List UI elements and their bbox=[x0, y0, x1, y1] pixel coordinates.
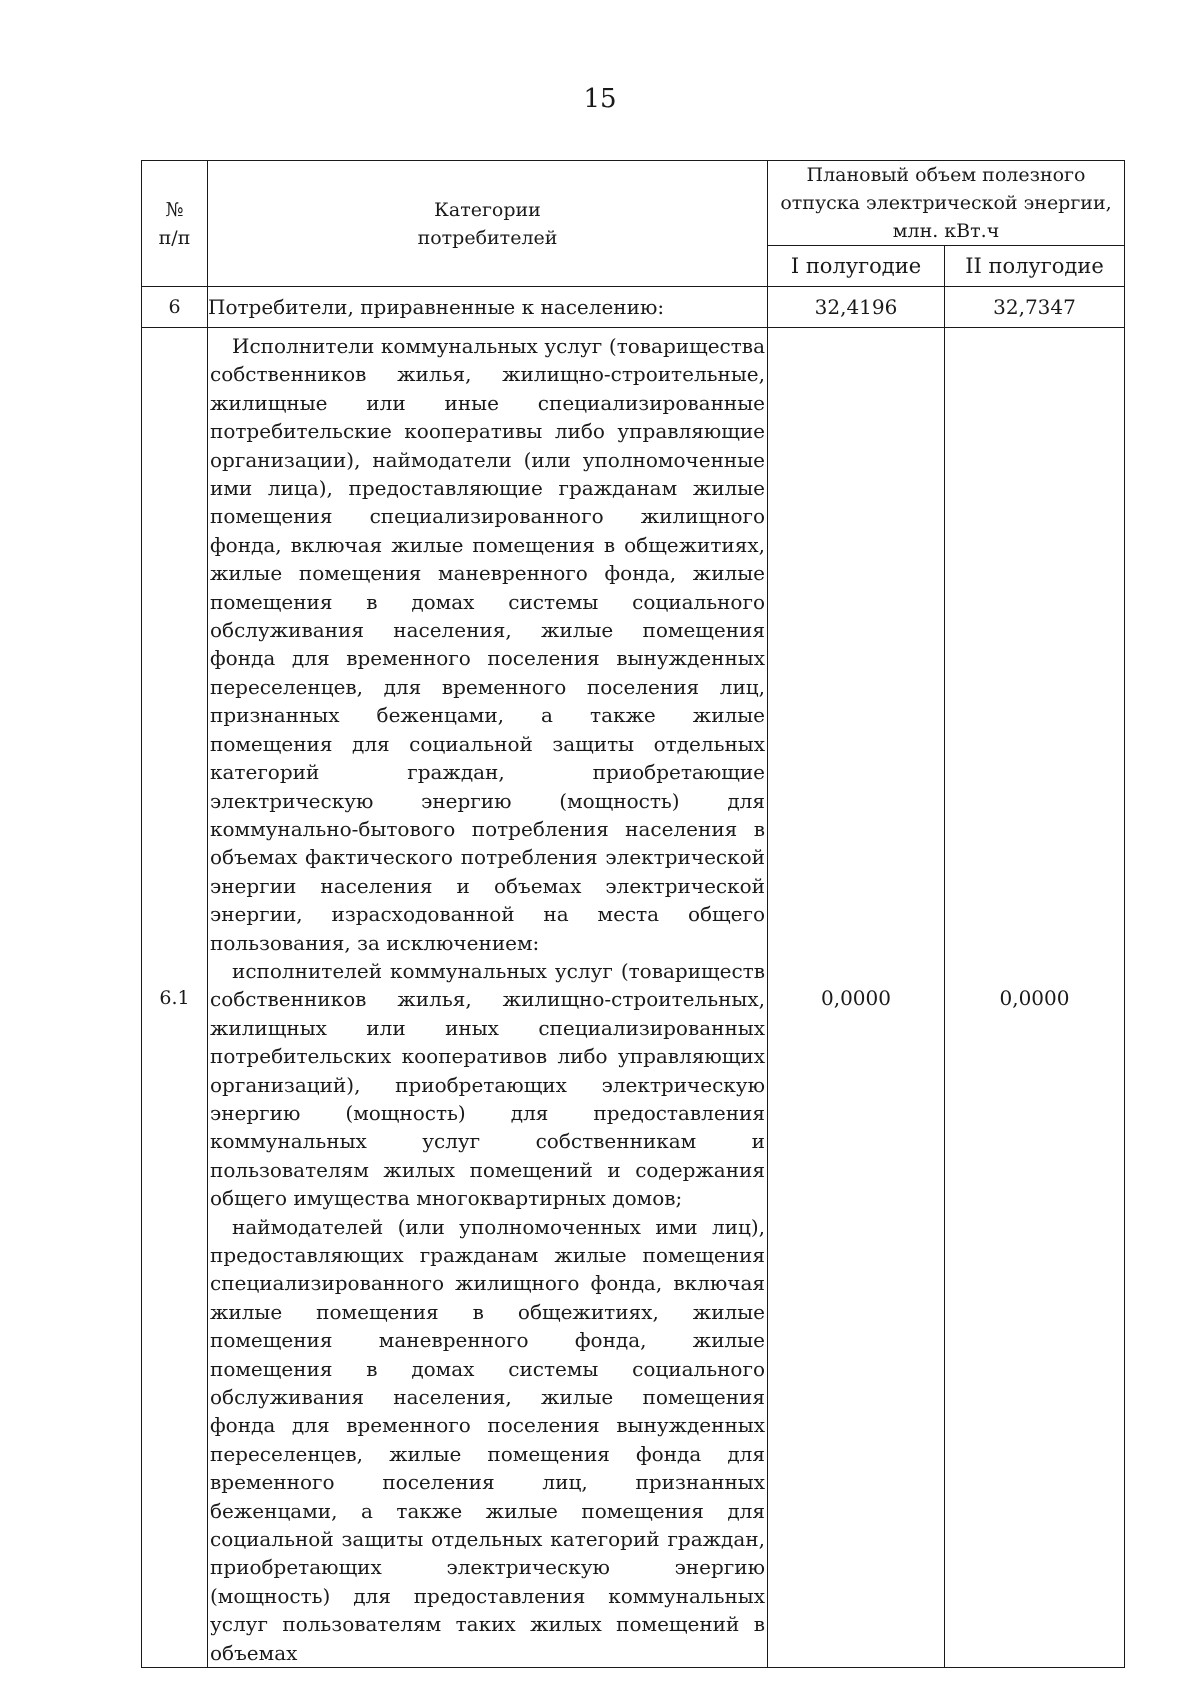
header-number-line2: п/п bbox=[158, 226, 191, 249]
header-number bbox=[142, 161, 208, 287]
header-volume-line2: отпуска электрической энергии, bbox=[780, 192, 1112, 214]
table-row bbox=[142, 287, 1125, 328]
table-header-row bbox=[142, 161, 1125, 246]
consumption-table bbox=[141, 160, 1125, 1668]
row-number: 6.1 bbox=[142, 328, 208, 1668]
header-half2: II полугодие bbox=[945, 246, 1125, 287]
header-volume bbox=[768, 161, 1125, 246]
category-paragraph: исполнителей коммунальных услуг (товариществ собственников жилья, жилищно-строительных, жилищных или иных специализированных потребительских кооперативов либо управляющих организаций), приобретающих электрическую энергию (мощность) для предоставления коммунальных услуг собственникам и пользователям жилых помещений и содержания общего имущества многоквартирных домов; bbox=[210, 958, 765, 1211]
header-half1: I полугодие bbox=[768, 246, 945, 287]
row-half1-value: 32,4196 bbox=[768, 287, 945, 328]
category-paragraph: наймодателей (или уполномоченных ими лиц), предоставляющих гражданам жилые помещения специализированного жилищного фонда, включая жилые помещения в общежитиях, жилые помещения маневренного фонда, жилые помещения в домах системы социального обслуживания населения, жилые помещения фонда для временного поселения вынужденных переселенцев, жилые помещения фонда для временного поселения лиц, признанных беженцами, а также жилые помещения для социальной защиты отдельных категорий граждан, приобретающих электрическую энергию (мощность) для предоставления коммунальных услуг пользователям таких жилых помещений в объемах bbox=[210, 1214, 765, 1665]
header-category-line2: потребителей bbox=[417, 226, 558, 249]
header-category bbox=[208, 161, 768, 287]
row-half2-value: 0,0000 bbox=[945, 328, 1125, 1668]
row-half2-value: 32,7347 bbox=[945, 287, 1125, 328]
row-category bbox=[208, 328, 768, 1668]
header-number-line1: № bbox=[165, 198, 184, 221]
header-category-line1: Категории bbox=[434, 198, 541, 221]
row-category: Потребители, приравненные к населению: bbox=[208, 287, 768, 328]
category-paragraph: Исполнители коммунальных услуг (товарищества собственников жилья, жилищно-строительные, жилищные или иные специализированные потребительские кооперативы либо управляющие организации), наймодатели (или уполномоченные ими лица), предоставляющие гражданам жилые помещения специализированного жилищного фонда, включая жилые помещения в общежитиях, жилые помещения маневренного фонда, жилые помещения в домах системы социального обслуживания населения, жилые помещения фонда для временного поселения вынужденных переселенцев, для временного поселения лиц, признанных беженцами, а также жилые помещения для социальной защиты отдельных категорий граждан, приобретающие электрическую энергию (мощность) для коммунально-бытового потребления населения в объемах фактического потребления электрической энергии населения и объемах электрической энергии, израсходованной на места общего пользования, за исключением: bbox=[210, 334, 765, 955]
row-number: 6 bbox=[142, 287, 208, 328]
page-number: 15 bbox=[583, 84, 617, 114]
row-half1-value: 0,0000 bbox=[768, 328, 945, 1668]
header-volume-line3: млн. кВт.ч bbox=[892, 220, 1000, 242]
table-row bbox=[142, 328, 1125, 1668]
header-volume-line1: Плановый объем полезного bbox=[806, 164, 1086, 186]
